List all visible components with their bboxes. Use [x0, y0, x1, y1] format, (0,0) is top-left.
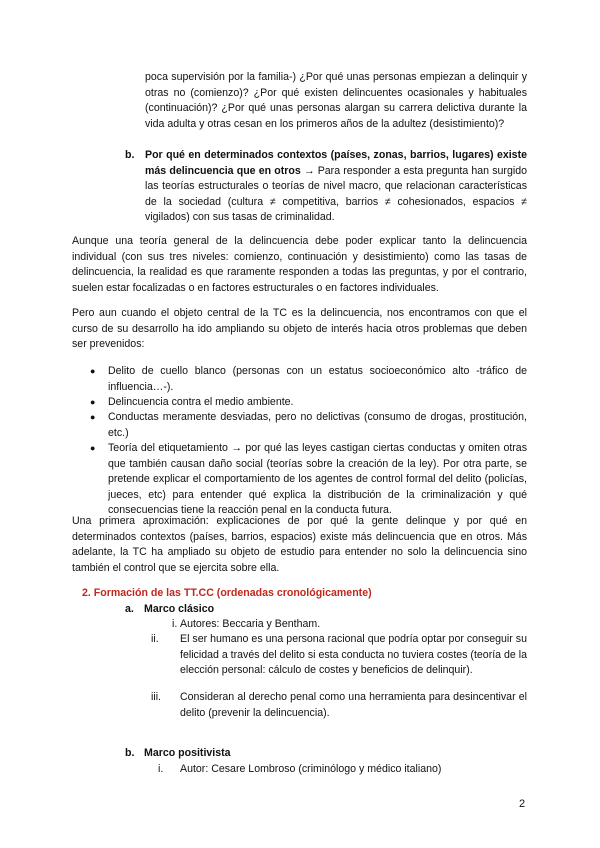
marco-clasico-item-marker: i. — [172, 618, 178, 630]
bullet-icon: ● — [90, 443, 96, 453]
item-b-rest-text: → Para responder a esta pregunta han surgido las teorías estructurales o teorías de nivel macro, que relacionan características de la sociedad (cultura ≠ competitiva, barrios ≠ cohesionados, espacios ≠ vigilados) con sus tasas de criminalidad. — [145, 164, 527, 224]
paragraph-2: Pero aun cuando el objeto central de la TC es la delincuencia, nos encontramos con que el curso de su desarrollo ha ido ampliando su objeto de interés hacia otros problemas que deben ser prevenidos: — [72, 307, 527, 351]
paragraph-3: Una primera aproximación: explicaciones de por qué la gente delinque y por qué en determinados contextos (países, barrios, espacios) existe más delincuencia que en otros. Más adelante, la TC ha ampliado su objeto de estudio para entender no solo la delincuencia sino también el control que se ejercita sobre ella. — [72, 515, 527, 574]
bullet-icon: ● — [90, 397, 96, 407]
bullet-item-1: Delito de cuello blanco (personas con un estatus socioeconómico alto -tráfico de influencia…-). — [108, 365, 527, 393]
item-b-bold-text: Por qué en determinados contextos (países, zonas, barrios, lugares) existe más delincuencia que en otros — [145, 149, 527, 177]
marco-clasico-item-2: El ser humano es una persona racional que podría optar por conseguir su felicidad a través del delito si esta conducta no tuviera costes (teoría de la elección personal: cálculo de costes y beneficios de delinquir). — [180, 633, 527, 677]
continuation-paragraph: poca supervisión por la familia-) ¿Por qué unas personas empiezan a delinquir y otras no (comienzo)? ¿Por qué existen delincuentes ocasionales y habituales (continuación)? ¿Por qué unas personas alargan su carrera delictiva durante la vida adulta y otras cesan en los primeros años de la adultez (desistimiento)? — [145, 71, 527, 130]
bullet-icon: ● — [90, 366, 96, 376]
marco-positivista-item-1: Autor: Cesare Lombroso (criminólogo y médico italiano) — [180, 763, 442, 775]
bullet-item-2: Delincuencia contra el medio ambiente. — [108, 396, 294, 408]
marco-positivista-title: Marco positivista — [144, 747, 231, 759]
marco-positivista-marker: b. — [125, 747, 135, 759]
marco-clasico-marker: a. — [125, 603, 134, 615]
bullet-icon: ● — [90, 412, 96, 422]
marco-positivista-item-marker: i. — [158, 763, 164, 775]
bullet-item-4: Teoría del etiquetamiento → por qué las leyes castigan ciertas conductas y omiten otras que también causan daño social (teorías sobre la creación de la ley). Por otra parte, se pretende explicar el comportamiento de los agentes de control formal del delito (policías, jueces, etc) para entender qué explica la distribución de la criminalización y qué consecuencias tiene la reacción penal en la conducta futura. — [108, 442, 527, 517]
item-b-paragraph — [145, 148, 527, 226]
item-b-marker: b. — [125, 149, 135, 161]
bullet-item-3: Conductas meramente desviadas, pero no delictivas (consumo de drogas, prostitución, etc.) — [108, 411, 527, 439]
page-number: 2 — [519, 798, 526, 810]
paragraph-1: Aunque una teoría general de la delincuencia debe poder explicar tanto la delincuencia individual (con sus tres niveles: comienzo, continuación y desistimiento) como las tasas de delincuencia, la realidad es que raramente responden a todas las preguntas, y por el contrario, suelen estar focalizadas o en factores estructurales o en factores individuales. — [72, 235, 527, 294]
section-heading: 2. Formación de las TT.CC (ordenadas cronológicamente) — [82, 587, 372, 599]
marco-clasico-item-marker: iii. — [151, 691, 162, 703]
marco-clasico-item-1: Autores: Beccaria y Bentham. — [180, 618, 321, 630]
marco-clasico-title: Marco clásico — [144, 603, 215, 615]
marco-clasico-item-3: Consideran al derecho penal como una herramienta para desincentivar el delito (prevenir la delincuencia). — [180, 691, 527, 719]
marco-clasico-item-marker: ii. — [151, 633, 159, 645]
